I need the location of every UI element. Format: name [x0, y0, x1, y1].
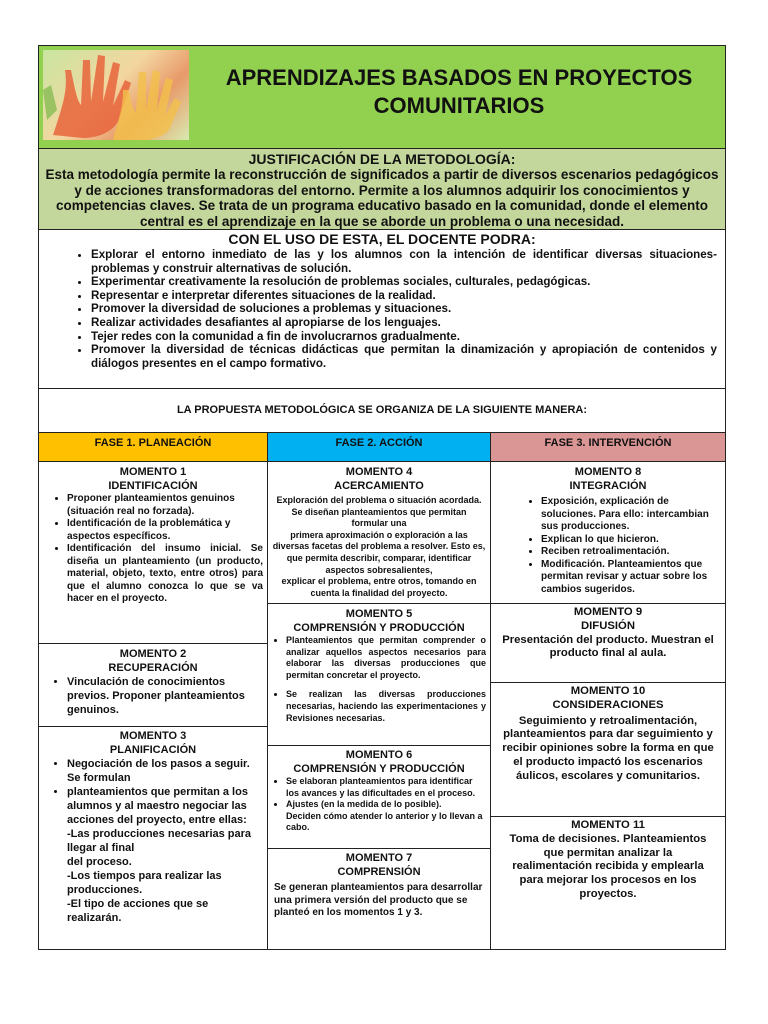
list-item: • planteamientos que permitan a los alumnos y al maestro negociar las acciones del proyecto, entre ellas:	[67, 785, 263, 827]
justification-section	[39, 149, 725, 230]
moment-1-title: MOMENTO 1	[119, 466, 187, 478]
moment-2-title: MOMENTO 2	[119, 648, 187, 660]
text-line: -El tipo de acciones que se realizarán.	[67, 898, 209, 924]
list-item: • Se elaboran planteamientos para identificar los avances y las dificultades en el proceso.	[286, 776, 486, 799]
text-line: explicar el problema, entre otros, tomando en cuenta la finalidad del proyecto.	[281, 576, 477, 598]
moment-10-subtitle: CONSIDERACIONES	[552, 698, 664, 711]
phase-2-column	[268, 433, 491, 949]
moment-8-subtitle: INTEGRACIÓN	[569, 480, 647, 492]
text-line: Exploración del problema o situación acordada.	[276, 495, 482, 505]
title-line-1: APRENDIZAJES BASADOS EN PROYECTOS	[225, 65, 693, 90]
moment-1-cell	[39, 462, 267, 644]
moment-7-cell	[268, 849, 490, 949]
moment-11-cell	[491, 817, 725, 949]
list-item: • Planteamientos que permitan comprender o analizar aquellos aspectos necesarios para elaborar las diversas producciones que permitan concretar el proyecto.	[286, 635, 486, 681]
list-item: • Promover la diversidad de soluciones a problemas y situaciones.	[91, 302, 717, 316]
teacher-heading: CON EL USO DE ESTA, EL DOCENTE PODRA:	[228, 231, 536, 247]
list-item: • Identificación de la problemática y aspectos específicos.	[67, 518, 263, 543]
proposal-heading: LA PROPUESTA METODOLÓGICA SE ORGANIZA DE LA SIGUIENTE MANERA:	[39, 389, 725, 433]
moment-11-text: Toma de decisiones. Planteamientos que permitan analizar la realimentación recibida y emplearla para mejorar los procesos en los proyectos.	[509, 832, 707, 900]
moment-5-subtitle: COMPRENSIÓN Y PRODUCCIÓN	[293, 622, 465, 634]
title-line-2: COMUNITARIOS	[373, 93, 545, 118]
page-title	[199, 64, 719, 120]
moment-6-tail: Deciden cómo atender lo anterior y lo llevan a cabo.	[286, 810, 483, 833]
moment-7-text: Se generan planteamientos para desarrollar una primera versión del producto que se planteó en los momentos 1 y 3.	[274, 882, 483, 918]
moment-7-subtitle: COMPRENSIÓN	[337, 866, 421, 878]
phase-1-column	[39, 433, 268, 949]
list-item: • Representar e interpretar diferentes situaciones de la realidad.	[91, 289, 717, 303]
text-line: del proceso.	[67, 856, 132, 868]
list-item: • Vinculación de conocimientos previos. Proponer planteamientos genuinos.	[67, 675, 263, 717]
moment-8-title: MOMENTO 8	[574, 466, 642, 478]
list-item: • Proponer planteamientos genuinos (situación real no forzada).	[67, 493, 263, 518]
teacher-list	[39, 248, 725, 370]
moment-7-title: MOMENTO 7	[345, 852, 413, 864]
list-item: • Explorar el entorno inmediato de las y los alumnos con la intención de identificar diversas situaciones-problemas y construir alternativas de solución.	[91, 248, 717, 275]
text-line: primera aproximación o exploración a las diversas facetas del problema a resolver. Esto es, que permita describir, comparar, identificar aspectos sobresalientes,	[272, 529, 486, 575]
header-banner	[39, 46, 725, 149]
moment-9-subtitle: DIFUSIÓN	[581, 619, 635, 632]
moment-5-title: MOMENTO 5	[345, 608, 413, 620]
justification-text: Esta metodología permite la reconstrucción de significados a partir de diversos escenarios pedagógicos y de acciones transformadoras del entorno. Permite a los alumnos adquirir los conocimientos y competencias claves. Se trata de un programa educativo basado en la comunidad, donde el elemento central es el aprendizaje en la que se aborde un problema o una necesidad.	[45, 167, 719, 229]
list-item: • Ajustes (en la medida de lo posible).	[286, 799, 486, 811]
list-item: • Tejer redes con la comunidad a fin de involucrarnos gradualmente.	[91, 330, 717, 344]
text-line: Se diseñan planteamientos que permitan formular una	[291, 506, 467, 529]
list-item: • Se realizan las diversas producciones necesarias, haciendo las experimentaciones y Revisiones necesarias.	[286, 689, 486, 724]
phase-3-column	[491, 433, 725, 949]
moment-1-subtitle: IDENTIFICACIÓN	[108, 480, 198, 492]
document-sheet	[38, 45, 726, 950]
text-line: -Los tiempos para realizar las producciones.	[67, 870, 222, 896]
moment-9-title: MOMENTO 9	[573, 606, 643, 618]
justification-heading: JUSTIFICACIÓN DE LA METODOLOGÍA:	[248, 151, 516, 167]
moment-10-cell	[491, 683, 725, 817]
moment-6-title: MOMENTO 6	[345, 749, 413, 761]
list-item: • Negociación de los pasos a seguir. Se formulan	[67, 757, 263, 785]
moment-2-cell	[39, 644, 267, 727]
list-item: • Promover la diversidad de técnicas didácticas que permitan la dinamización y apropiación de contenidos y diálogos presentes en el campo formativo.	[91, 343, 717, 370]
text-line: -Las producciones necesarias para llegar al final	[67, 828, 252, 854]
moment-3-subtitle: PLANIFICACIÓN	[109, 744, 197, 756]
list-item: • Exposición, explicación de soluciones. Para ello: intercambian sus producciones.	[541, 496, 721, 534]
moment-6-subtitle: COMPRENSIÓN Y PRODUCCIÓN	[293, 763, 465, 775]
list-item: • Realizar actividades desafiantes al apropiarse de los lenguajes.	[91, 316, 717, 330]
list-item: • Modificación. Planteamientos que permitan revisar y actuar sobre los cambios sugeridos.	[541, 559, 721, 597]
moment-6-cell	[268, 746, 490, 849]
list-item: • Reciben retroalimentación.	[541, 546, 721, 559]
moment-10-text: Seguimiento y retroalimentación, planteamientos para dar seguimiento y recibir opiniones sobre la forma en que el producto impactó los escenarios áulicos, escolares y comunitarios.	[502, 714, 714, 782]
list-item: • Explican lo que hicieron.	[541, 534, 721, 547]
moment-2-subtitle: RECUPERACIÓN	[108, 662, 198, 674]
moment-10-title: MOMENTO 10	[570, 685, 646, 697]
moment-11-title: MOMENTO 11	[571, 819, 645, 831]
moment-4-subtitle: ACERCAMIENTO	[334, 480, 424, 492]
phase-1-header: FASE 1. PLANEACIÓN	[39, 433, 267, 462]
moment-9-text: Presentación del producto. Muestran el producto final al aula.	[502, 633, 714, 660]
moment-4-title: MOMENTO 4	[345, 466, 413, 478]
teacher-abilities-section	[39, 230, 725, 389]
moment-3-title: MOMENTO 3	[119, 730, 187, 742]
moment-3-cell	[39, 727, 267, 949]
phase-3-header: FASE 3. INTERVENCIÓN	[491, 433, 725, 462]
list-item: • Identificación del insumo inicial. Se diseña un planteamiento (un producto, material, objeto, texto, entre otros) para que el alumno conozca lo que se va hacer en el proyecto.	[67, 543, 263, 606]
phase-2-header: FASE 2. ACCIÓN	[268, 433, 490, 462]
moment-5-cell	[268, 604, 490, 746]
moment-9-cell	[491, 604, 725, 683]
moment-8-cell	[491, 462, 725, 604]
moment-4-cell	[268, 462, 490, 604]
list-item: • Experimentar creativamente la resolución de problemas sociales, culturales, pedagógicas.	[91, 275, 717, 289]
hands-logo-image	[43, 50, 189, 140]
